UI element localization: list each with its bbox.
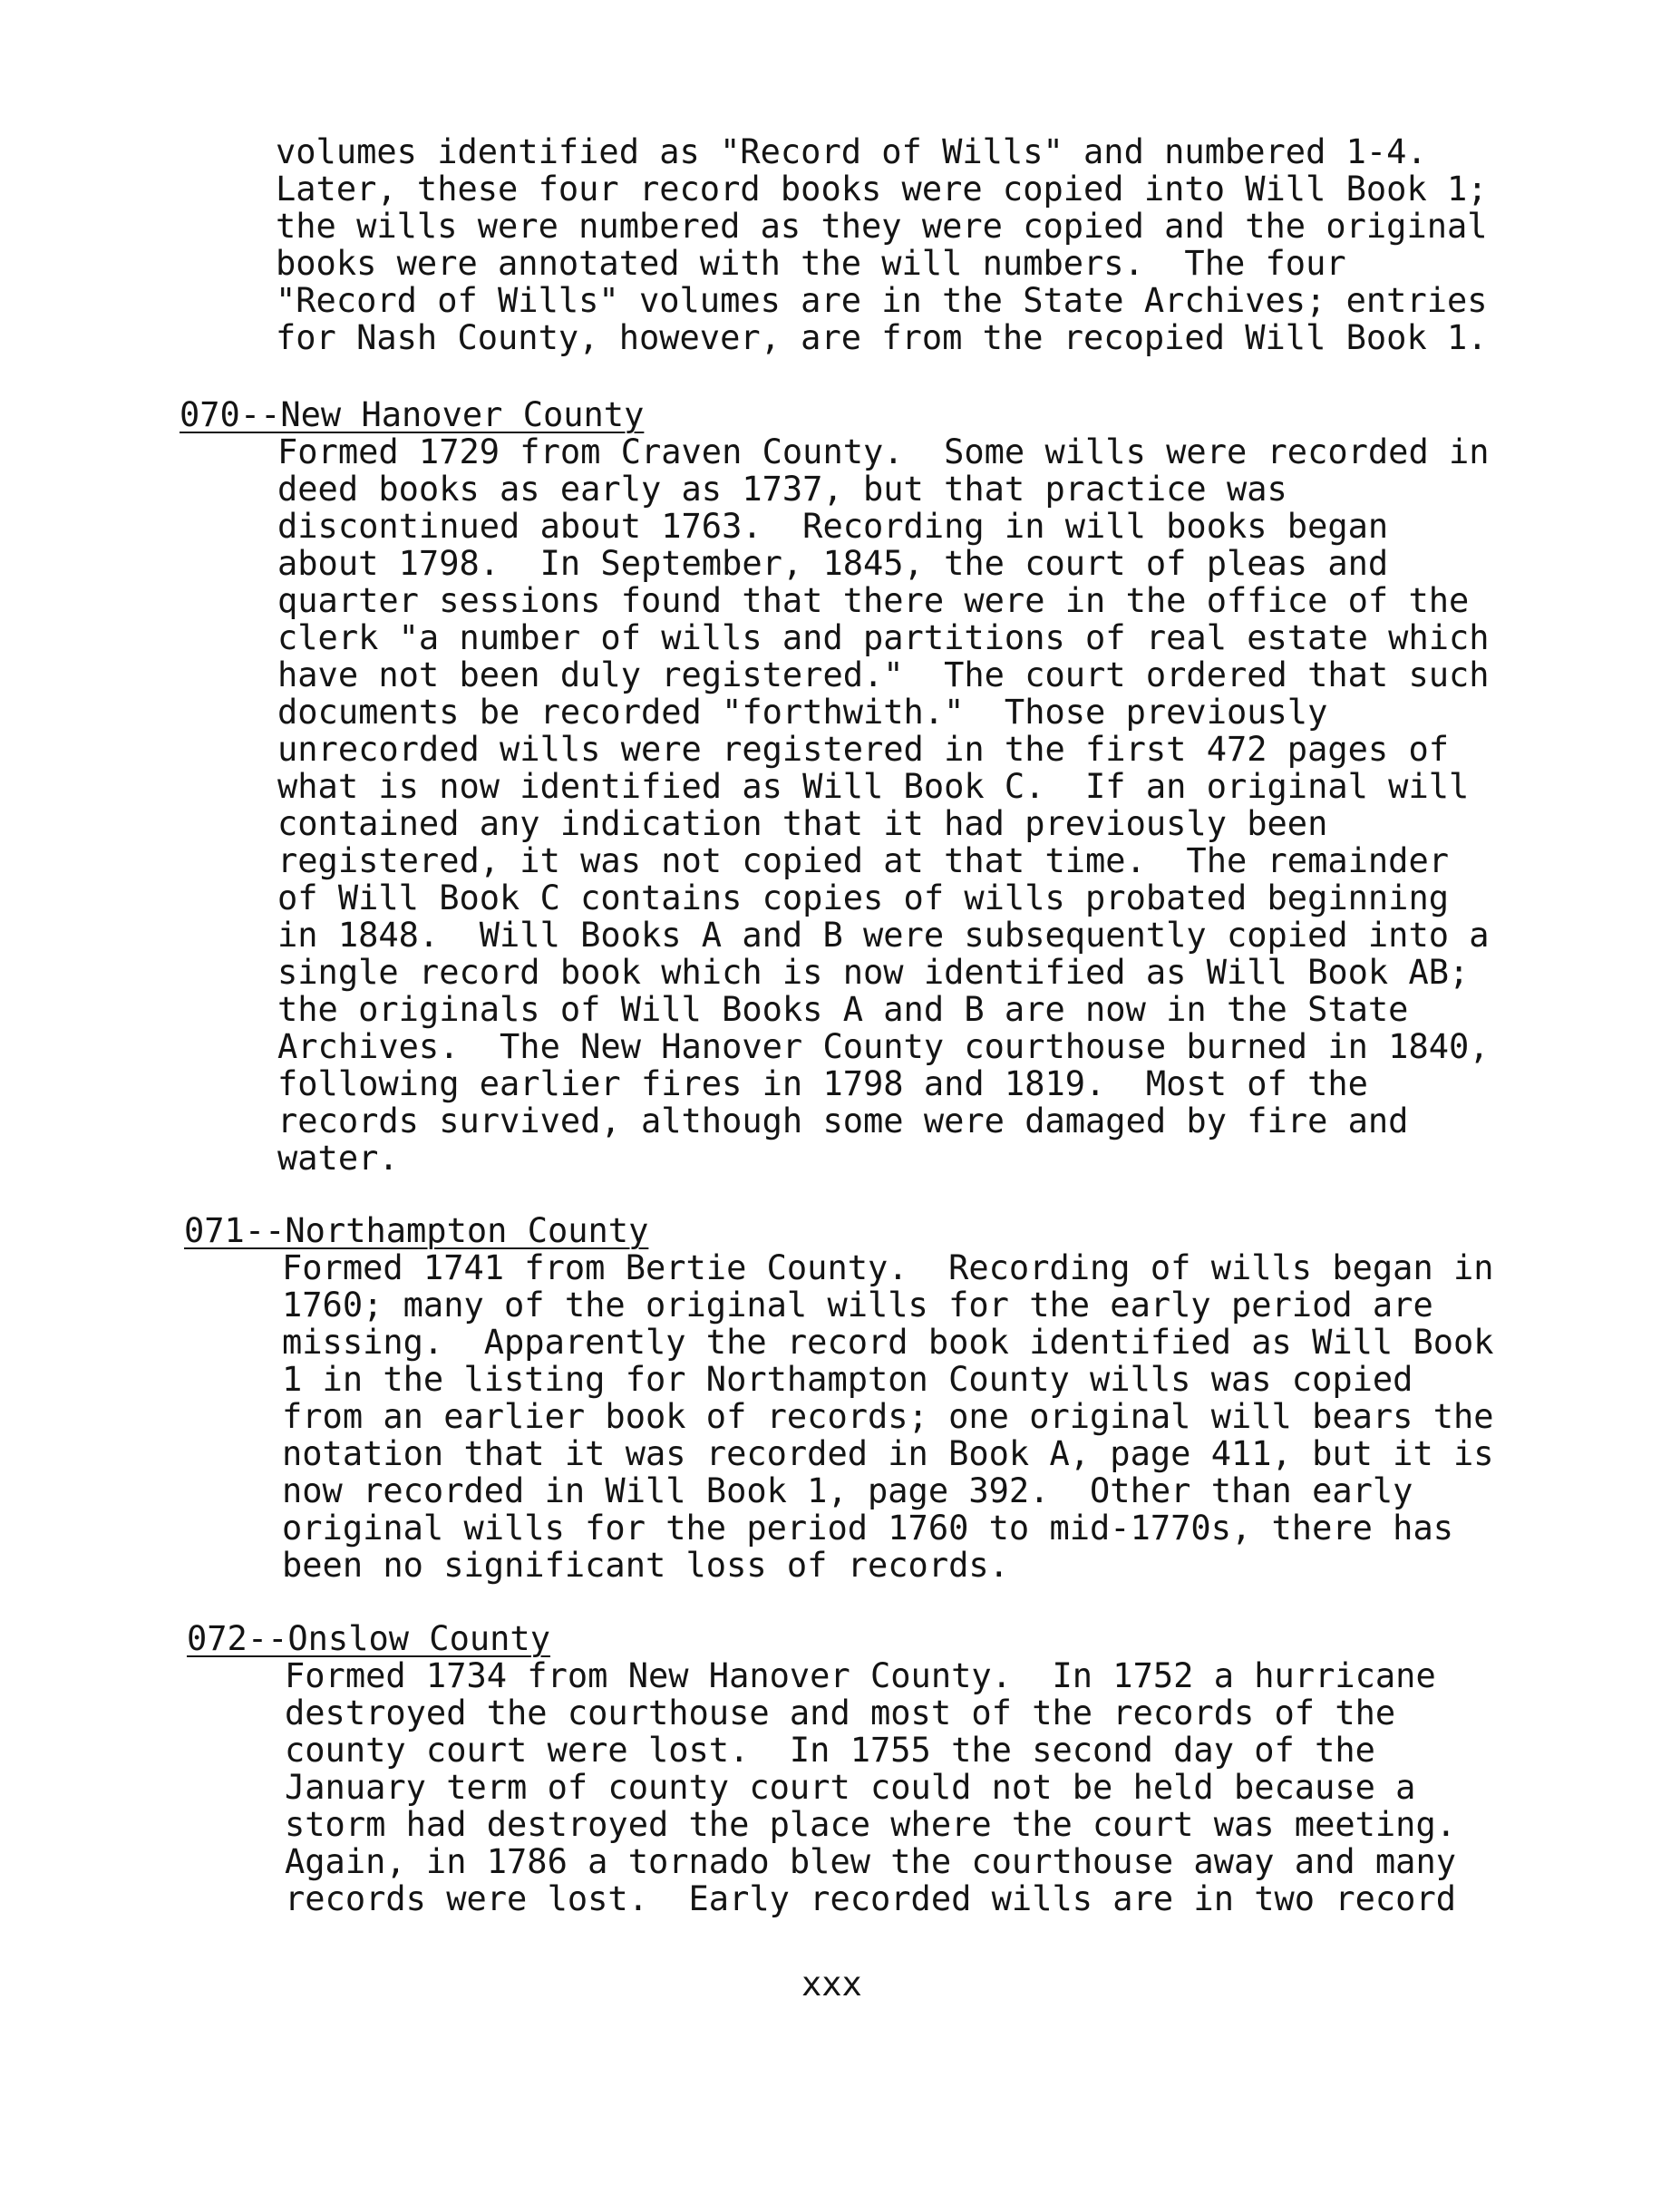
text-line: Formed 1729 from Craven County. Some wills were recorded in [277, 432, 1490, 471]
text-line: notation that it was recorded in Book A, page 411, but it is [282, 1434, 1494, 1473]
text-line: records were lost. Early recorded wills are in two record [285, 1879, 1457, 1918]
text-line: Archives. The New Hanover County courthouse burned in 1840, [277, 1027, 1490, 1066]
text-line: of Will Book C contains copies of wills probated beginning [277, 878, 1450, 917]
text-line: records survived, although some were damaged by fire and [277, 1102, 1409, 1140]
section-heading: 070--New Hanover County [180, 395, 645, 434]
text-line: county court were lost. In 1755 the second day of the [285, 1731, 1375, 1770]
text-line: about 1798. In September, 1845, the court of pleas and [277, 544, 1389, 583]
text-line: original wills for the period 1760 to mid-1770s, there has [282, 1509, 1454, 1548]
text-line: water. [277, 1139, 399, 1178]
text-line: Formed 1734 from New Hanover County. In 1752 a hurricane [285, 1656, 1436, 1695]
text-line: missing. Apparently the record book identified as Will Book [282, 1323, 1494, 1362]
text-line: discontinued about 1763. Recording in will books began [277, 507, 1389, 546]
text-line: unrecorded wills were registered in the first 472 pages of [277, 730, 1450, 769]
text-line: books were annotated with the will numbers. The four [276, 244, 1346, 283]
text-line: quarter sessions found that there were in the office of the [277, 581, 1470, 620]
text-line: "Record of Wills" volumes are in the State Archives; entries [276, 281, 1488, 320]
section-heading: 071--Northampton County [184, 1211, 649, 1250]
text-line: the wills were numbered as they were copied and the original [276, 207, 1488, 246]
text-line: volumes identified as "Record of Wills" and numbered 1-4. [276, 132, 1427, 171]
page-number: xxx [801, 1965, 862, 2004]
text-line: single record book which is now identified as Will Book AB; [277, 953, 1470, 992]
text-line: storm had destroyed the place where the court was meeting. [285, 1805, 1457, 1844]
text-line: January term of county court could not be held because a [285, 1768, 1416, 1807]
text-line: deed books as early as 1737, but that practice was [277, 470, 1287, 509]
text-line: 1760; many of the original wills for the early period are [282, 1286, 1433, 1325]
text-line: now recorded in Will Book 1, page 392. Other than early [282, 1471, 1413, 1510]
text-line: Formed 1741 from Bertie County. Recording of wills began in [282, 1248, 1494, 1287]
text-line: 1 in the listing for Northampton County wills was copied [282, 1360, 1413, 1399]
text-line: destroyed the courthouse and most of the records of the [285, 1693, 1396, 1732]
text-line: Later, these four record books were copied into Will Book 1; [276, 170, 1488, 209]
text-line: been no significant loss of records. [282, 1546, 1009, 1585]
text-line: Again, in 1786 a tornado blew the courthouse away and many [285, 1842, 1457, 1881]
text-line: contained any indication that it had previously been [277, 804, 1328, 843]
text-line: following earlier fires in 1798 and 1819. Most of the [277, 1064, 1368, 1103]
section-heading: 072--Onslow County [187, 1619, 550, 1658]
text-line: have not been duly registered." The court ordered that such [277, 655, 1490, 694]
text-line: the originals of Will Books A and B are now in the State [277, 990, 1409, 1029]
text-line: clerk "a number of wills and partitions of real estate which [277, 618, 1490, 657]
text-line: documents be recorded "forthwith." Those previously [277, 693, 1328, 732]
text-line: from an earlier book of records; one original will bears the [282, 1397, 1494, 1436]
text-line: registered, it was not copied at that time. The remainder [277, 841, 1450, 880]
text-line: in 1848. Will Books A and B were subsequently copied into a [277, 916, 1490, 955]
text-line: for Nash County, however, are from the recopied Will Book 1. [276, 318, 1488, 357]
text-line: what is now identified as Will Book C. If an original will [277, 767, 1470, 806]
